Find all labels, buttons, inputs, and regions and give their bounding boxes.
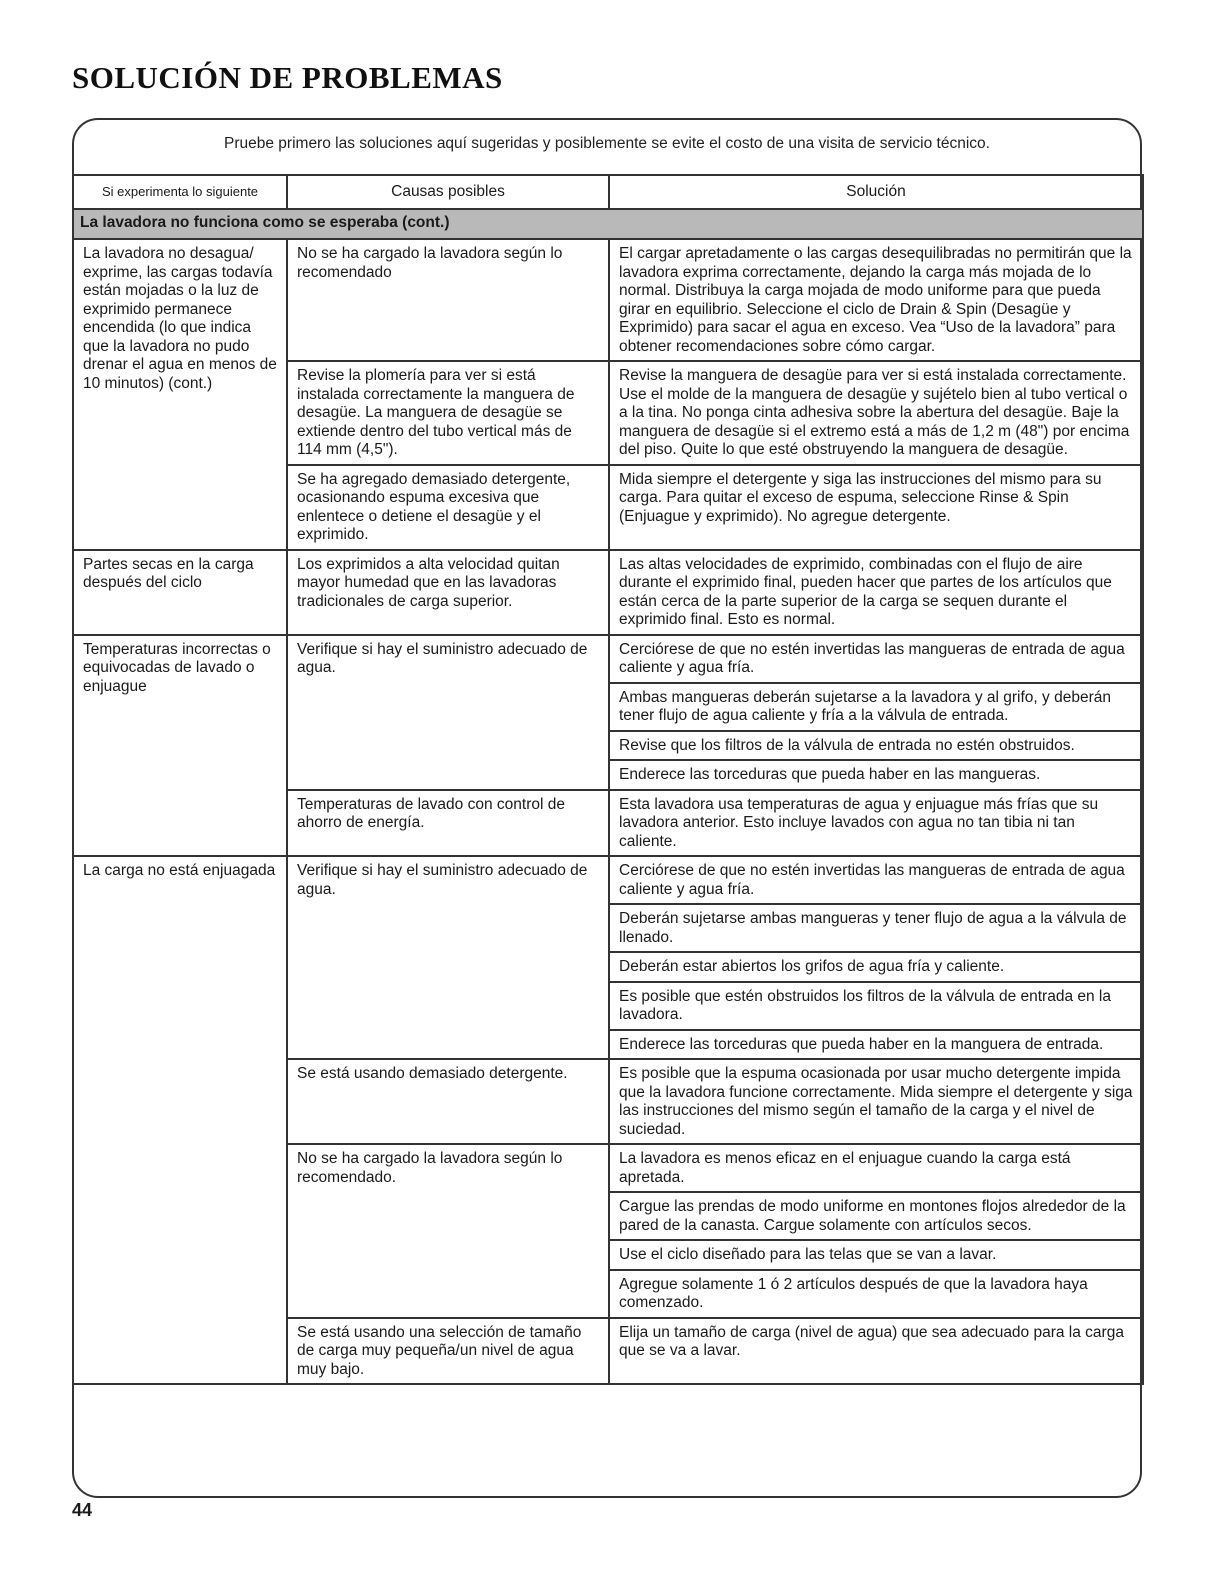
solution-cell: Enderece las torceduras que pueda haber en las mangueras. [609,760,1143,790]
solution-cell: Deberán estar abiertos los grifos de agua fría y caliente. [609,952,1143,982]
solution-cell: Las altas velocidades de exprimido, combinadas con el flujo de aire durante el exprimido final, pueden hacer que partes de los artículos que están cerca de la parte superior de la carga se sequen durante el exprimido final. Esto es normal. [609,550,1143,635]
table-row [73,856,1143,904]
solution-cell: Revise que los filtros de la válvula de entrada no estén obstruidos. [609,731,1143,761]
table-row [73,239,1143,361]
solution-cell: Es posible que la espuma ocasionada por usar mucho detergente impida que la lavadora funcione correctamente. Mida siempre el detergente y siga las instrucciones del mismo según el tamaño de la carga y el nivel de suciedad. [609,1059,1143,1144]
intro-text: Pruebe primero las soluciones aquí sugeridas y posiblemente se evite el costo de una visita de servicio técnico. [224,135,990,152]
cause-cell: No se ha cargado la lavadora según lo recomendado. [287,1144,609,1318]
solution-cell: Deberán sujetarse ambas mangueras y tener flujo de agua a la válvula de llenado. [609,904,1143,952]
solution-cell: Elija un tamaño de carga (nivel de agua) que sea adecuado para la carga que se va a lavar. [609,1318,1143,1385]
symptom-cell: La lavadora no desagua/ exprime, las cargas todavía están mojadas o la luz de exprimido permanece encendida (lo que indica que la lavadora no pudo drenar el agua en menos de 10 minutos) (cont.) [73,239,287,550]
solution-cell: Use el ciclo diseñado para las telas que se van a lavar. [609,1240,1143,1270]
solution-cell: Cargue las prendas de modo uniforme en montones flojos alrededor de la pared de la canasta. Cargue solamente con artículos secos. [609,1192,1143,1240]
header-row [73,175,1143,209]
solution-cell: Es posible que estén obstruidos los filtros de la válvula de entrada en la lavadora. [609,982,1143,1030]
cause-cell: Se ha agregado demasiado detergente, ocasionando espuma excesiva que enlentece o detiene el desagüe y el exprimido. [287,465,609,550]
solution-cell: Agregue solamente 1 ó 2 artículos después de que la lavadora haya comenzado. [609,1270,1143,1318]
solution-cell: Cerciórese de que no estén invertidas las mangueras de entrada de agua caliente y agua fría. [609,856,1143,904]
solution-cell: El cargar apretadamente o las cargas desequilibradas no permitirán que la lavadora exprima correctamente, dejando la carga más mojada de lo normal. Distribuya la carga mojada de modo uniforme para que pueda girar en equilibrio. Seleccione el ciclo de Drain & Spin (Desagüe y Exprimido) para sacar el agua en exceso. Vea “Uso de la lavadora” para obtener recomendaciones sobre cómo cargar. [609,239,1143,361]
cause-cell: Los exprimidos a alta velocidad quitan mayor humedad que en las lavadoras tradicionales de carga superior. [287,550,609,635]
table-row [73,635,1143,683]
solution-cell: La lavadora es menos eficaz en el enjuague cuando la carga está apretada. [609,1144,1143,1192]
cause-cell: Verifique si hay el suministro adecuado de agua. [287,635,609,790]
cause-cell: Se está usando una selección de tamaño de carga muy pequeña/un nivel de agua muy bajo. [287,1318,609,1385]
cause-cell: No se ha cargado la lavadora según lo recomendado [287,239,609,361]
cause-cell: Verifique si hay el suministro adecuado de agua. [287,856,609,1059]
section-title: La lavadora no funciona como se esperaba (cont.) [73,209,1143,239]
solution-cell: Esta lavadora usa temperaturas de agua y enjuague más frías que su lavadora anterior. Esto incluye lavados con agua no tan tibia ni tan caliente. [609,790,1143,857]
header-solution: Solución [609,175,1143,209]
symptom-cell: Partes secas en la carga después del ciclo [73,550,287,635]
header-cause: Causas posibles [287,175,609,209]
solution-cell: Cerciórese de que no estén invertidas las mangueras de entrada de agua caliente y agua fría. [609,635,1143,683]
solution-cell: Revise la manguera de desagüe para ver si está instalada correctamente. Use el molde de la manguera de desagüe y sujételo bien al tubo vertical o a la tina. No ponga cinta adhesiva sobre la abertura del desagüe. Baje la manguera de desagüe si el extremo está a más de 1,2 m (48") por encima del piso. Quite lo que esté obstruyendo la manguera de desagüe. [609,361,1143,465]
header-symptom: Si experimenta lo siguiente [73,175,287,209]
solution-cell: Enderece las torceduras que pueda haber en la manguera de entrada. [609,1030,1143,1060]
cause-cell: Temperaturas de lavado con control de ahorro de energía. [287,790,609,857]
section-row [73,209,1143,239]
table-row [73,550,1143,635]
troubleshooting-table [72,174,1144,1385]
cause-cell: Revise la plomería para ver si está instalada correctamente la manguera de desagüe. La manguera de desagüe se extiende dentro del tubo vertical más de 114 mm (4,5"). [287,361,609,465]
solution-cell: Mida siempre el detergente y siga las instrucciones del mismo para su carga. Para quitar el exceso de espuma, seleccione Rinse & Spin (Enjuague y exprimido). No agregue detergente. [609,465,1143,550]
page-title: SOLUCIÓN DE PROBLEMAS [72,60,503,95]
symptom-cell: Temperaturas incorrectas o equivocadas de lavado o enjuague [73,635,287,857]
solution-cell: Ambas mangueras deberán sujetarse a la lavadora y al grifo, y deberán tener flujo de agua caliente y fría a la válvula de entrada. [609,683,1143,731]
symptom-cell: La carga no está enjuagada [73,856,287,1384]
cause-cell: Se está usando demasiado detergente. [287,1059,609,1144]
page-number: 44 [72,1500,93,1520]
